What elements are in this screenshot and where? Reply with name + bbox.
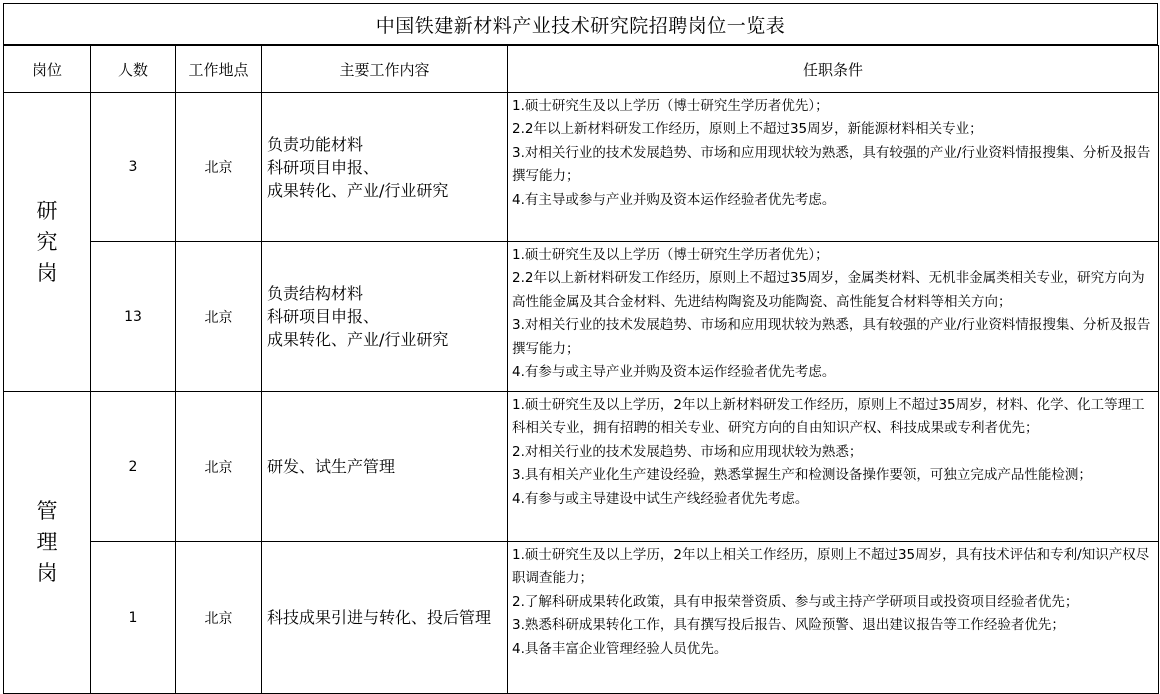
requirements-cell (508, 242, 1159, 392)
header-position: 岗位 (4, 46, 91, 93)
header-work: 主要工作内容 (262, 46, 508, 93)
requirements-text: 1.硕士研究生及以上学历，2年以上新材料研发工作经历，原则上不超过35周岁，材料、化学、化工等理工科相关专业，拥有招聘的相关专业、研究方向的自由知识产权、科技成果或专利者优先； 2.对相关行业的技术发展趋势、市场和应用现状较为熟悉； 3.具有相关产业化生产建设经验，熟悉掌握生产和检测设备操作要领，可独立完成产品性能检测； 4.有参与或主导建设中试生产线经验者优先考虑。 (512, 397, 1145, 507)
location-cell: 北京 (176, 542, 262, 694)
requirements-cell (508, 392, 1159, 542)
recruitment-table (3, 45, 1159, 694)
header-location: 工作地点 (176, 46, 262, 93)
group-label: 管 理 岗 (36, 499, 58, 585)
group-cell (4, 93, 91, 392)
table-row (4, 542, 1159, 694)
header-requirements: 任职条件 (508, 46, 1159, 93)
count-cell: 13 (91, 242, 176, 392)
group-cell (4, 392, 91, 694)
work-text: 科技成果引进与转化、投后管理 (267, 608, 492, 627)
table-row (4, 93, 1159, 242)
requirements-text: 1.硕士研究生及以上学历（博士研究生学历者优先）； 2.2年以上新材料研发工作经历，原则上不超过35周岁，金属类材料、无机非金属类相关专业，研究方向为高性能金属及其合金材料、先进结构陶瓷及功能陶瓷、高性能复合材料等相关方向； 3.对相关行业的技术发展趋势、市场和应用现状较为熟悉，具有较强的产业/行业资料情报搜集、分析及报告撰写能力； 4.有参与或主导产业并购及资本运作经验者优先考虑。 (512, 247, 1151, 381)
work-cell: 研发、试生产管理 (262, 392, 508, 542)
requirements-cell (508, 93, 1159, 242)
location-cell: 北京 (176, 392, 262, 542)
table-title: 中国铁建新材料产业技术研究院招聘岗位一览表 (3, 3, 1158, 45)
requirements-text: 1.硕士研究生及以上学历，2年以上相关工作经历，原则上不超过35周岁，具有技术评估和专利/知识产权尽职调查能力； 2.了解科研成果转化政策，具有申报荣誉资质、参与或主持产学研项目或投资项目经验者优先； 3.熟悉科研成果转化工作，具有撰写投后报告、风险预警、退出建议报告等工作经验者优先； 4.具备丰富企业管理经验人员优先。 (512, 547, 1150, 657)
table-row (4, 242, 1159, 392)
requirements-cell (508, 542, 1159, 694)
count-cell: 1 (91, 542, 176, 694)
group-label: 研 究 岗 (36, 198, 58, 285)
table-row (4, 392, 1159, 542)
location-cell: 北京 (176, 242, 262, 392)
requirements-text: 1.硕士研究生及以上学历（博士研究生学历者优先）； 2.2年以上新材料研发工作经历，原则上不超过35周岁，新能源材料相关专业； 3.对相关行业的技术发展趋势、市场和应用现状较为熟悉，具有较强的产业/行业资料情报搜集、分析及报告撰写能力； 4.有主导或参与产业并购及资本运作经验者优先考虑。 (512, 98, 1151, 208)
location-cell: 北京 (176, 93, 262, 242)
count-cell: 3 (91, 93, 176, 242)
header-count: 人数 (91, 46, 176, 93)
work-cell (262, 542, 508, 694)
header-row (4, 46, 1159, 93)
work-cell: 负责功能材料 科研项目申报、 成果转化、产业/行业研究 (262, 93, 508, 242)
work-cell: 负责结构材料 科研项目申报、 成果转化、产业/行业研究 (262, 242, 508, 392)
count-cell: 2 (91, 392, 176, 542)
